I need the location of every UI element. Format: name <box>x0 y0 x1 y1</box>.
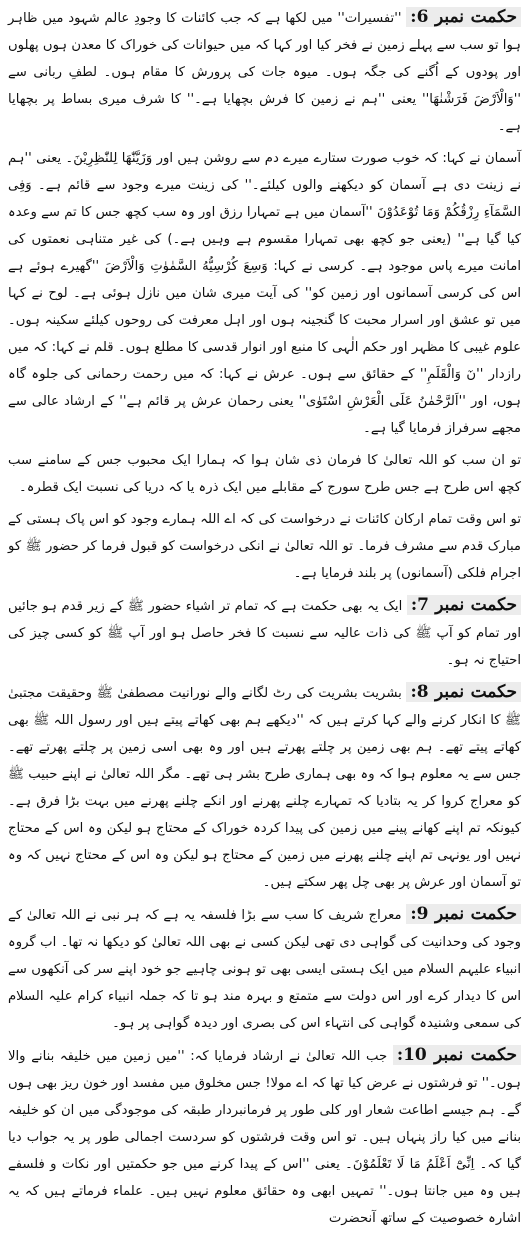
paragraph-text: معراج شریف کا سب سے بڑا فلسفہ یہ ہے کہ ہر نبی نے اللہ تعالیٰ کے وجود کی وحدانیت کی گواہی دی تھی لیکن کسی نے بھی اللہ تعالیٰ کو دیکھا نہ تھا۔ اب گروہ انبیاء علیہم السلام میں ایک ہستی ایسی بھی تو ہونی چاہیے جو خود اپنے سر کی آنکھوں سے اس کا دیدار کرے اور اس دولت سے متمتع و بہرہ مند ہو تا کہ جملہ انبیاء کرام علیہ السلام کی سمعی وشنیدہ گواہی کی انتہاء اس کی بصری اور دیدہ گواہی پر ہو۔ <box>8 908 521 1031</box>
paragraph-hikmat-7 <box>8 592 521 674</box>
paragraph-darkhwast <box>8 506 521 587</box>
paragraph-text: تو ان سب کو اللہ تعالیٰ کا فرمان ذی شان ہوا کہ ہمارا ایک محبوب جس کے سامنے سب کچھ اس طرح ہے جس طرح سورج کے مقابلے میں ایک ذرہ یا کہ دریا کی نسبت ایک قطرہ۔ <box>8 453 521 495</box>
heading-hikmat-10: حکمت نمبر 10: <box>393 1045 521 1065</box>
heading-hikmat-9: حکمت نمبر 9: <box>406 904 521 924</box>
paragraph-hikmat-6 <box>8 4 521 140</box>
heading-hikmat-7: حکمت نمبر 7: <box>407 595 521 615</box>
paragraph-text: بشریت بشریت کی رٹ لگانے والے نورانیت مصطفیٰ ﷺ وحقیقت مجتبیٰ ﷺ کا انکار کرنے والے کہا کرتے ہیں کہ ''دیکھے ہم بھی کھاتے پیتے ہیں اور رسول اللہ ﷺ بھی کھاتے پیتے تھے۔ ہم بھی زمین پر چلتے پھرتے ہیں اور وہ بھی اسی زمین پر چلتے پھرتے تھے۔ جس سے یہ معلوم ہوا کہ وہ بھی ہماری طرح بشر ہی تھے۔ مگر اللہ تعالیٰ نے اپنے حبیب ﷺ کو معراج کروا کر یہ بتادیا کہ تمہارے چلنے پھرنے اور انکے چلنے پھرنے میں بہت بڑا فرق ہے۔ کیونکہ تم اپنے کھانے پینے میں زمین کی پیدا کردہ خوراک کے محتاج ہو لیکن وہ اس کے محتاج نہیں اور یونہی تم اپنے چلنے پھرنے میں زمین کے محتاج ہو لیکن وہ اس کے محتاج نہیں کہ وہ تو آسمان اور عرش پر بھی چل پھر سکتے ہیں۔ <box>8 686 521 890</box>
paragraph-text: ''تفسیرات'' میں لکھا ہے کہ جب کائنات کا وجودِ عالم شہود میں ظاہر ہوا تو سب سے پہلے زمین نے فخر کیا اور کہا کہ میں حیوانات کی خوراک کا معدن ہوں پھلوں اور پودوں کے اُگنے کی جگہ ہوں۔ میوہ جات کی پرورش کا مقام ہوں۔ لطفِ ربانی سے ''وَالْاَرْضَ فَرَشْنٰهَا'' یعنی ''ہم نے زمین کا فرش بچھایا ہے۔'' کا شرف میری بساط پر بچھایا ہے۔ <box>8 11 521 134</box>
paragraph-text: تو اس وقت تمام ارکان کائنات نے درخواست کی کہ اے اللہ ہمارے وجود کو اس پاک ہستی کے مبارک قدم سے مشرف فرما۔ تو اللہ تعالیٰ نے انکی درخواست کو قبول فرما کر حضور ﷺ کو اجرام فلکی (آسمانوں) پر بلند فرمایا ہے۔ <box>8 512 521 581</box>
paragraph-asman <box>8 145 521 442</box>
paragraph-text: ایک یہ بھی حکمت ہے کہ تمام تر اشیاء حضور ﷺ کے زیر قدم ہو جائیں اور تمام کو آپ ﷺ کی ذات عالیہ سے نسبت کا فخر حاصل ہو اور آپ ﷺ کو کسی چیز کی احتیاج نہ ہو۔ <box>8 599 521 668</box>
paragraph-hikmat-9 <box>8 901 521 1037</box>
heading-hikmat-6: حکمت نمبر 6: <box>406 7 521 27</box>
paragraph-farman <box>8 447 521 501</box>
paragraph-hikmat-8 <box>8 679 521 896</box>
paragraph-hikmat-10 <box>8 1042 521 1232</box>
heading-hikmat-8: حکمت نمبر 8: <box>406 682 521 702</box>
paragraph-text: آسمان نے کہا: کہ خوب صورت ستارے میرے دم سے روشن ہیں اور وَزَيَّنّٰهَا لِلنّٰظِرِيْنَ۔ یعنی ''ہم نے زینت دی ہے آسمان کو دیکھنے والوں کیلئے۔'' کی زینت میرے وجود سے قائم ہے۔ وَفِى السَّمَآءِ رِزْقُكُمْ وَمَا تُوْعَدُوْنَ ''آسمان میں ہے تمہارا رزق اور وہ سب کچھ جس کا تم سے وعدہ کیا گیا ہے'' (یعنی جو کچھ بھی تمہارا مقسوم ہے وہیں ہے۔) کی غیر متناہی نعمتوں کی امانت میرے پاس موجود ہے۔ کرسی نے کہا: وَسِعَ كُرْسِيُّهُ السَّمٰوٰتِ وَالْاَرْضَ ''گھیرے ہوئے ہے اس کی کرسی آسمانوں اور زمین کو'' کی آیت میری شان میں نازل ہوئی ہے۔ لوح نے کہا میں تو عشق اور اسرار محبت کا گنجینہ ہوں اور اہل معرفت کی روحوں کیلئے سکینہ ہوں۔ علوم غیبی کا مظہر اور حکم الٰہی کا منبع اور انوار قدسی کا مطلع ہوں۔ قلم نے کہا: کہ میں رازدار ''نٓ وَالْقَلَمِ'' کے حقائق سے ہوں۔ عرش نے کہا: کہ میں رحمت رحمانی کی جلوہ گاہ ہوں، اور ''اَلرَّحْمٰنُ عَلَى الْعَرْشِ اسْتَوٰى'' یعنی رحمان عرش پر قائم ہے'' کے ارشاد عالی سے مجھے سرفراز فرمایا گیا ہے۔ <box>8 151 521 436</box>
paragraph-text: جب اللہ تعالیٰ نے ارشاد فرمایا کہ: ''میں زمین میں خلیفہ بنانے والا ہوں۔'' تو فرشتوں نے عرض کیا تھا کہ اے مولا! جس مخلوق میں مفسد اور خون ریز بھی ہوں گے۔ ہم جیسے اطاعت شعار اور کلی طور پر فرمانبردار طبقہ کی موجودگی میں ان کو خلیفہ بنانے میں کیا راز پنہاں ہیں۔ تو اس وقت فرشتوں کو سردست اجمالی طور پر یہ جواب دیا گیا کہ۔ اِنِّىْٓ اَعْلَمُ مَا لَا تَعْلَمُوْنَ۔ یعنی ''اس کے پیدا کرنے میں جو حکمتیں اور نکات و فلسفے ہیں وہ میں جانتا ہوں۔'' تمہیں ابھی وہ حقائق معلوم نہیں ہیں۔ علماء فرماتے ہیں کہ یہ اشارہ خصوصیت کے ساتھ آنحضرت <box>8 1049 521 1226</box>
